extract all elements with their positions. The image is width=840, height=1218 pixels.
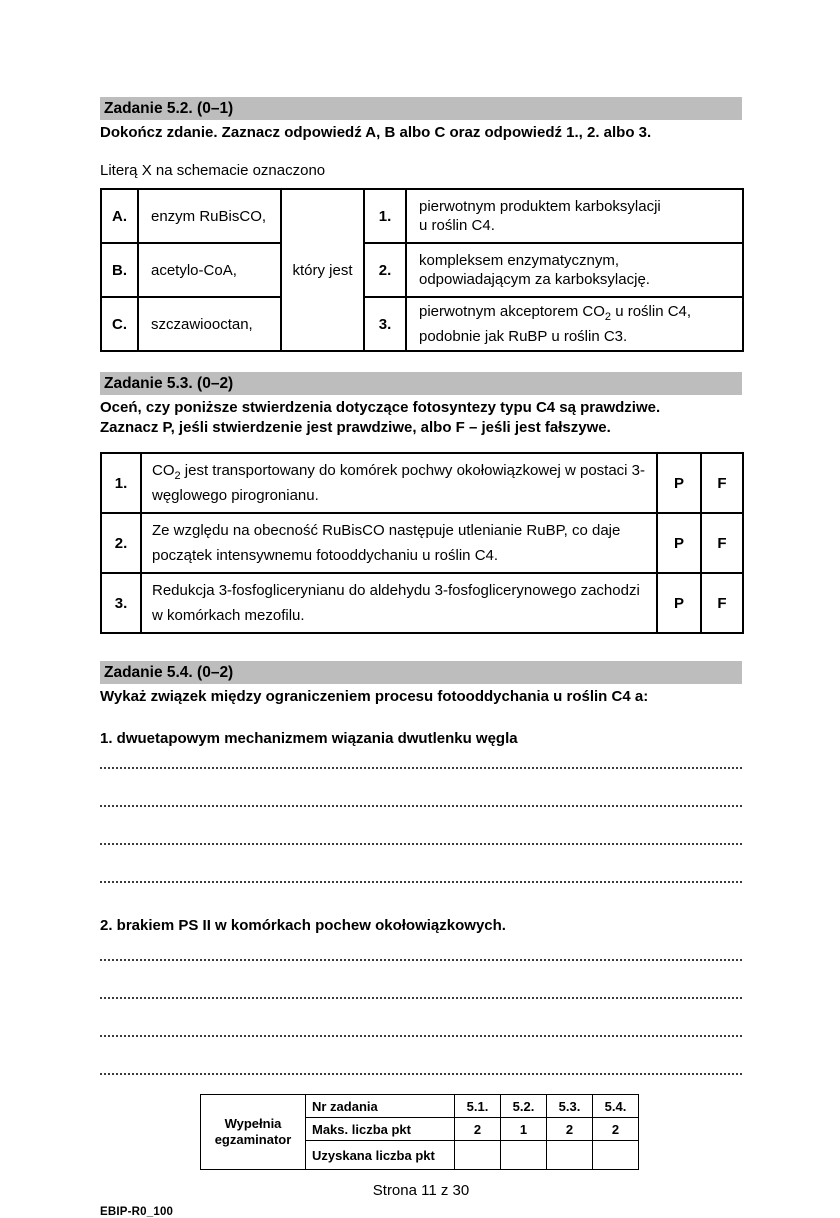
answer-line[interactable] (100, 769, 742, 807)
statement-2-text: Ze względu na obecność RuBisCO następuje utlenianie RuBP, co daje początek intensywnemu fotooddychaniu u roślin C4. (141, 513, 657, 573)
option-2-cell[interactable]: 2. (364, 243, 406, 297)
statement-3-false-cell[interactable]: F (701, 573, 743, 633)
row-label-task-number: Nr zadania (306, 1095, 455, 1118)
max-points-cell: 2 (455, 1118, 501, 1141)
option-a-text: enzym RuBisCO, (138, 189, 281, 243)
task-5-4-subquestion-1: 1. dwuetapowym mechanizmem wiązania dwutlenku węgla (100, 730, 518, 747)
table-row (101, 243, 743, 297)
task-5-3-instruction-line1: Oceń, czy poniższe stwierdzenia dotyczące fotosyntezy typu C4 są prawdziwe. (100, 399, 661, 416)
table-row (101, 189, 743, 243)
statement-3-text: Redukcja 3-fosfoglicerynianu do aldehydu 3-fosfoglicerynowego zachodzi w komórkach mezofilu. (141, 573, 657, 633)
task-5-2-header: Zadanie 5.2. (0–1) (100, 97, 742, 120)
statement-1-false-cell[interactable]: F (701, 453, 743, 513)
statement-3-true-cell[interactable]: P (657, 573, 701, 633)
max-points-cell: 2 (547, 1118, 593, 1141)
statement-3-number: 3. (101, 573, 141, 633)
subscript-2: 2 (604, 311, 612, 323)
answer-line[interactable] (100, 999, 742, 1037)
statement-1-number: 1. (101, 453, 141, 513)
max-points-cell: 1 (501, 1118, 547, 1141)
obtained-points-cell[interactable] (547, 1141, 593, 1170)
option-a-cell[interactable]: A. (101, 189, 138, 243)
option-1-text: pierwotnym produktem karboksylacji u roślin C4. (406, 189, 743, 243)
answer-line[interactable] (100, 1037, 742, 1075)
task-number-cell: 5.1. (455, 1095, 501, 1118)
answer-line[interactable] (100, 961, 742, 999)
statement-1-text: $CO_2$ jest transportowany do komórek pochwy okołowiązkowej w postaci 3-węglowego pirogronianu. (141, 453, 657, 513)
answer-area-1 (100, 749, 742, 883)
option-2-text: kompleksem enzymatycznym, odpowiadającym za karboksylację. (406, 243, 743, 297)
option-1-cell[interactable]: 1. (364, 189, 406, 243)
connector-cell: który jest (281, 189, 364, 351)
row-label-obtained-points: Uzyskana liczba pkt (306, 1141, 455, 1170)
true-false-table (100, 452, 744, 634)
task-number-cell: 5.4. (593, 1095, 639, 1118)
answer-line[interactable] (100, 749, 742, 769)
table-row (201, 1095, 639, 1118)
statement-1-true-cell[interactable]: P (657, 453, 701, 513)
task-5-4-subquestion-2: 2. brakiem PS II w komórkach pochew okołowiązkowych. (100, 917, 506, 934)
row-label-max-points: Maks. liczba pkt (306, 1118, 455, 1141)
task-number-cell: 5.2. (501, 1095, 547, 1118)
task-5-3-header: Zadanie 5.3. (0–2) (100, 372, 742, 395)
option-b-cell[interactable]: B. (101, 243, 138, 297)
table-row (101, 453, 743, 513)
task-5-4-header: Zadanie 5.4. (0–2) (100, 661, 742, 684)
table-row (101, 297, 743, 351)
obtained-points-cell[interactable] (593, 1141, 639, 1170)
obtained-points-cell[interactable] (501, 1141, 547, 1170)
examiner-fill-label: Wypełnia egzaminator (201, 1095, 306, 1170)
obtained-points-cell[interactable] (455, 1141, 501, 1170)
task-5-3-instruction-line2: Zaznacz P, jeśli stwierdzenie jest prawdziwe, albo F – jeśli jest fałszywe. (100, 419, 611, 436)
examiner-table (200, 1094, 639, 1170)
option-b-text: acetylo-CoA, (138, 243, 281, 297)
answer-area-2 (100, 936, 742, 1075)
matching-table (100, 188, 744, 352)
answer-line[interactable] (100, 936, 742, 961)
option-3-cell[interactable]: 3. (364, 297, 406, 351)
table-row (101, 513, 743, 573)
option-c-cell[interactable]: C. (101, 297, 138, 351)
statement-2-true-cell[interactable]: P (657, 513, 701, 573)
task-5-2-instruction: Dokończ zdanie. Zaznacz odpowiedź A, B albo C oraz odpowiedź 1., 2. albo 3. (100, 124, 652, 141)
task-5-4-instruction: Wykaż związek między ograniczeniem procesu fotooddychania u roślin C4 a: (100, 688, 649, 705)
max-points-cell: 2 (593, 1118, 639, 1141)
task-5-2-stem: Literą X na schemacie oznaczono (100, 162, 326, 179)
subscript-2: 2 (174, 469, 181, 482)
table-row (101, 573, 743, 633)
task-number-cell: 5.3. (547, 1095, 593, 1118)
statement-2-false-cell[interactable]: F (701, 513, 743, 573)
statement-2-number: 2. (101, 513, 141, 573)
page-number: Strona 11 z 30 (372, 1182, 470, 1199)
document-code: EBIP-R0_100 (100, 1206, 174, 1218)
answer-line[interactable] (100, 807, 742, 845)
answer-line[interactable] (100, 845, 742, 883)
page-content (100, 0, 742, 1218)
option-c-text: szczawiooctan, (138, 297, 281, 351)
option-3-text: pierwotnym akceptorem $CO_2$ u roślin C4, podobnie jak RuBP u roślin C3. (406, 297, 743, 351)
